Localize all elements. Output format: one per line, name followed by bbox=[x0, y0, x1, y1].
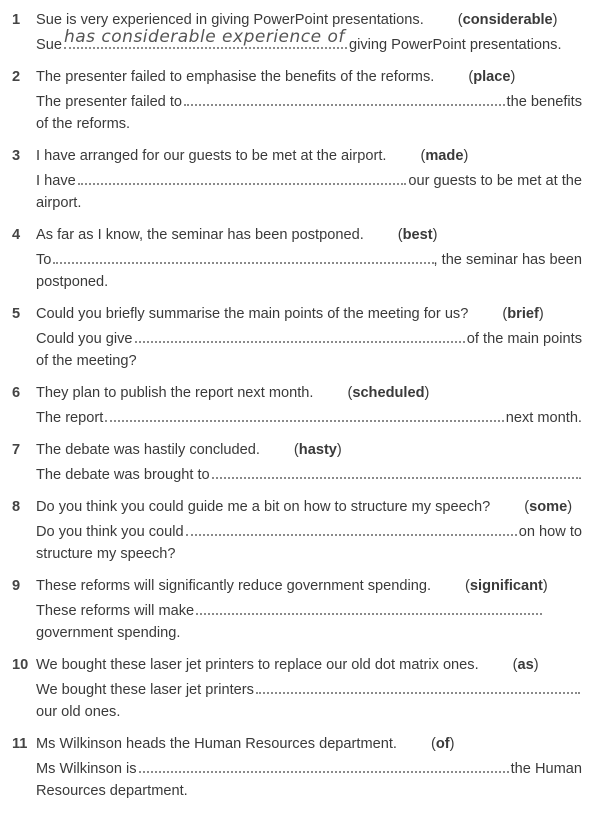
keyword: (as) bbox=[512, 657, 539, 673]
keyword: (scheduled) bbox=[347, 385, 430, 401]
answer-line bbox=[36, 599, 582, 622]
keyword: (brief) bbox=[502, 306, 544, 322]
keyword-text: brief bbox=[507, 306, 539, 322]
answer-suffix: of the main points bbox=[466, 331, 582, 347]
keyword-text: best bbox=[402, 227, 433, 243]
answer-blank[interactable] bbox=[105, 406, 503, 422]
prompt-text: They plan to publish the report next month. bbox=[36, 385, 314, 401]
prompt-sentence bbox=[36, 224, 582, 246]
answer-blank[interactable] bbox=[139, 757, 509, 773]
answer-line bbox=[36, 463, 582, 486]
answer-blank[interactable] bbox=[196, 599, 542, 615]
answer-continuation: government spending. bbox=[36, 625, 181, 641]
answer-prefix: The presenter failed to bbox=[36, 94, 183, 110]
keyword-text: scheduled bbox=[352, 385, 425, 401]
answer-blank[interactable] bbox=[212, 463, 578, 479]
answer-line bbox=[36, 327, 582, 350]
answer-prefix: Ms Wilkinson is bbox=[36, 761, 137, 777]
prompt-text: The presenter failed to emphasise the benefits of the reforms. bbox=[36, 69, 435, 85]
answer-prefix: I have bbox=[36, 173, 76, 189]
keyword-text: considerable bbox=[462, 12, 553, 28]
answer-blank[interactable] bbox=[63, 27, 347, 49]
keyword: (best) bbox=[397, 227, 438, 243]
answer-suffix: our guests to be met at the bbox=[408, 173, 582, 189]
answer-line bbox=[36, 248, 582, 271]
answer-prefix: To bbox=[36, 252, 52, 268]
answer-blank[interactable] bbox=[186, 520, 517, 536]
answer-suffix: the benefits bbox=[506, 94, 582, 110]
keyword: (considerable) bbox=[457, 12, 558, 28]
exercise-item bbox=[12, 654, 582, 723]
answer-prefix: Could you give bbox=[36, 331, 133, 347]
answer-continuation: Resources department. bbox=[36, 783, 188, 799]
prompt-sentence bbox=[36, 66, 582, 88]
exercise-item bbox=[12, 439, 582, 486]
keyword-text: of bbox=[435, 736, 450, 752]
answer-line bbox=[36, 678, 582, 701]
prompt-text: Do you think you could guide me a bit on how to structure my speech? bbox=[36, 499, 491, 515]
exercise-item bbox=[12, 496, 582, 565]
answer-continuation: of the meeting? bbox=[36, 353, 137, 369]
answer-suffix: , the seminar has been bbox=[433, 252, 582, 268]
keyword: (some) bbox=[524, 499, 573, 515]
answer-suffix: . bbox=[577, 467, 582, 483]
item-number: 10 bbox=[12, 657, 29, 673]
answer-prefix: Sue bbox=[36, 37, 62, 53]
prompt-sentence bbox=[36, 303, 582, 325]
keyword-text: some bbox=[529, 499, 568, 515]
item-number: 7 bbox=[12, 442, 21, 458]
exercise-item bbox=[12, 224, 582, 293]
prompt-text: As far as I know, the seminar has been postponed. bbox=[36, 227, 364, 243]
keyword: (place) bbox=[468, 69, 516, 85]
answer-blank[interactable] bbox=[78, 169, 407, 185]
answer-prefix: Do you think you could bbox=[36, 524, 184, 540]
answer-line bbox=[36, 169, 582, 192]
prompt-sentence bbox=[36, 733, 582, 755]
exercise-item bbox=[12, 733, 582, 802]
answer-blank[interactable] bbox=[256, 678, 580, 694]
prompt-text: Ms Wilkinson heads the Human Resources department. bbox=[36, 736, 397, 752]
item-number: 11 bbox=[12, 736, 28, 752]
exercise-item bbox=[12, 382, 582, 429]
item-number: 8 bbox=[12, 499, 21, 515]
keyword-text: place bbox=[473, 69, 511, 85]
answer-suffix: next month. bbox=[505, 410, 582, 426]
answer-continuation: postponed. bbox=[36, 274, 109, 290]
keyword: (of) bbox=[430, 736, 455, 752]
keyword: (hasty) bbox=[293, 442, 342, 458]
prompt-text: Sue is very experienced in giving PowerPoint presentations. bbox=[36, 12, 424, 28]
keyword: (significant) bbox=[465, 578, 548, 594]
prompt-text: We bought these laser jet printers to replace our old dot matrix ones. bbox=[36, 657, 479, 673]
answer-suffix: on how to bbox=[518, 524, 582, 540]
prompt-sentence bbox=[36, 382, 582, 404]
keyword-text: hasty bbox=[298, 442, 337, 458]
answer-continuation: airport. bbox=[36, 195, 82, 211]
answer-blank[interactable] bbox=[184, 90, 505, 106]
prompt-sentence bbox=[36, 496, 582, 518]
item-number: 9 bbox=[12, 578, 21, 594]
keyword-text: as bbox=[517, 657, 534, 673]
answer-prefix: The debate was brought to bbox=[36, 467, 210, 483]
item-number: 1 bbox=[12, 12, 21, 28]
answer-continuation: of the reforms. bbox=[36, 116, 131, 132]
prompt-text: I have arranged for our guests to be met at the airport. bbox=[36, 148, 387, 164]
keyword: (made) bbox=[420, 148, 469, 164]
answer-suffix: the Human bbox=[510, 761, 582, 777]
answer-blank[interactable] bbox=[135, 327, 465, 343]
item-number: 4 bbox=[12, 227, 21, 243]
exercise-item bbox=[12, 9, 582, 56]
answer-line bbox=[36, 90, 582, 113]
exercise-item bbox=[12, 303, 582, 372]
exercise-item bbox=[12, 66, 582, 135]
keyword-text: significant bbox=[469, 578, 543, 594]
prompt-text: The debate was hastily concluded. bbox=[36, 442, 260, 458]
prompt-sentence bbox=[36, 145, 582, 167]
item-number: 3 bbox=[12, 148, 21, 164]
item-number: 2 bbox=[12, 69, 21, 85]
answer-suffix: giving PowerPoint presentations. bbox=[348, 37, 562, 53]
answer-prefix: We bought these laser jet printers bbox=[36, 682, 254, 698]
answer-line bbox=[36, 520, 582, 543]
exercise-item bbox=[12, 575, 582, 644]
prompt-text: These reforms will significantly reduce government spending. bbox=[36, 578, 432, 594]
answer-prefix: These reforms will make bbox=[36, 603, 195, 619]
answer-blank[interactable] bbox=[53, 248, 433, 264]
answer-continuation: structure my speech? bbox=[36, 546, 176, 562]
answer-line bbox=[36, 27, 582, 56]
answer-line bbox=[36, 406, 582, 429]
answer-line bbox=[36, 757, 582, 780]
answer-prefix: The report bbox=[36, 410, 104, 426]
exercise-item bbox=[12, 145, 582, 214]
item-number: 6 bbox=[12, 385, 21, 401]
handwritten-answer: has considerable experience of bbox=[63, 27, 345, 47]
prompt-sentence bbox=[36, 439, 582, 461]
prompt-sentence bbox=[36, 654, 582, 676]
keyword-text: made bbox=[425, 148, 464, 164]
item-number: 5 bbox=[12, 306, 21, 322]
prompt-text: Could you briefly summarise the main points of the meeting for us? bbox=[36, 306, 469, 322]
prompt-sentence bbox=[36, 575, 582, 597]
answer-continuation: our old ones. bbox=[36, 704, 121, 720]
